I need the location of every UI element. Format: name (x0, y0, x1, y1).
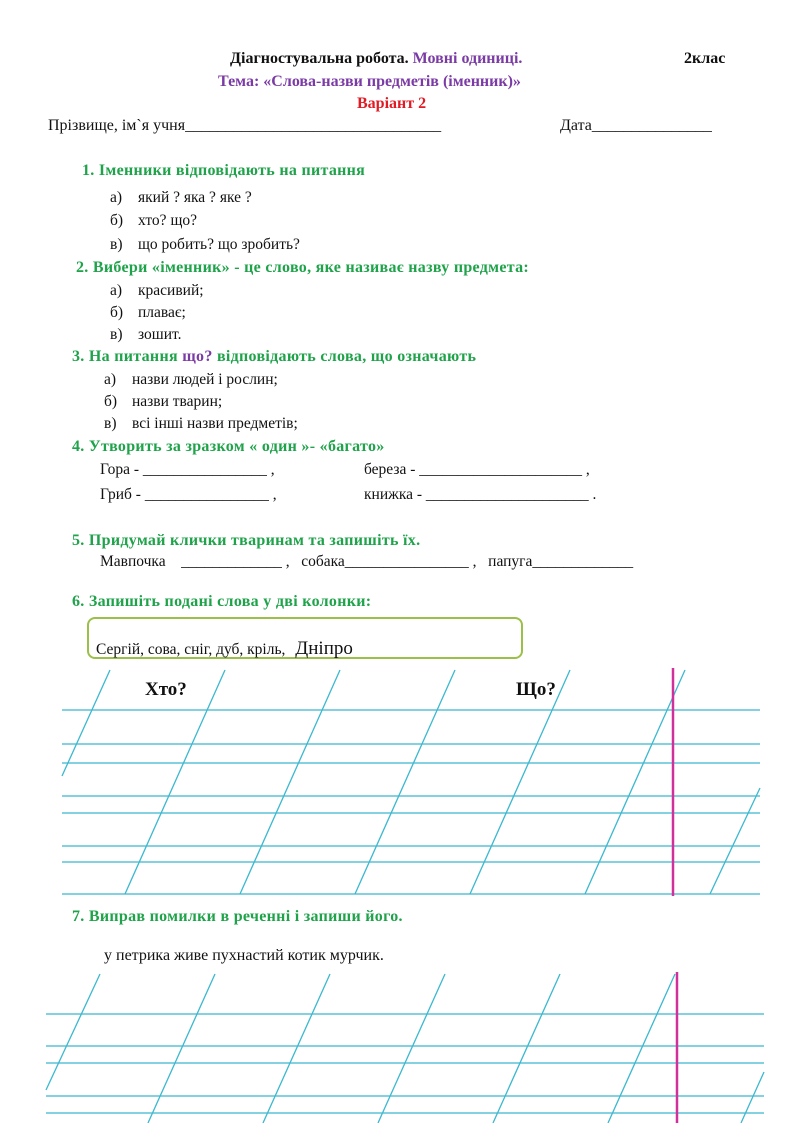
student-name-line[interactable] (48, 117, 441, 135)
q7-sentence: у петрика живе пухнастий котик мурчик. (104, 947, 384, 964)
q4-row1-left[interactable]: Гора - ________________ , (100, 461, 275, 478)
q1-option-a[interactable]: а) який ? яка ? яке ? (110, 189, 252, 206)
q1-title: 1. Іменники відповідають на питання (82, 162, 366, 179)
q3-option-a[interactable]: а) назви людей і рослин; (104, 371, 278, 388)
header-title: Діагностувальна робота. (230, 50, 409, 67)
student-name-label: Прізвище, ім`я учня (48, 117, 186, 134)
q6-column-what: Що? (516, 679, 556, 700)
header-subject: Мовні одиниці. (412, 50, 523, 67)
q2-title: 2. Вибери «іменник» - це слово, яке називає назву предмета: (76, 259, 530, 276)
q2-option-a[interactable]: а) красивий; (110, 282, 204, 299)
q7-ruled-area[interactable] (0, 972, 794, 1123)
topic: Тема: «Слова-назви предметів (іменник)» (218, 73, 521, 90)
variant: Варіант 2 (357, 95, 427, 112)
q5-title: 5. Придумай клички тваринам та запишіть їх. (72, 532, 421, 549)
q5-answer-line[interactable]: Мавпочка _____________ , собака________________ , папуга_____________ (100, 553, 634, 570)
q4-row2-right[interactable]: книжка - _____________________ . (364, 486, 597, 503)
q3-option-c[interactable]: в) всі інші назви предметів; (104, 415, 298, 432)
q1-option-c[interactable]: в) що робить? що зробить? (110, 236, 300, 253)
date-blank[interactable]: _______________ (591, 117, 712, 134)
student-name-blank[interactable]: ________________________________ (185, 117, 442, 134)
q4-row2-left[interactable]: Гриб - ________________ , (100, 486, 277, 503)
q7-title: 7. Виправ помилки в реченні і запиши його. (72, 908, 403, 925)
q6-word-list: Сергій, сова, сніг, дуб, кріль, (96, 641, 286, 658)
q3-title: 3. На питання що? відповідають слова, що означають (72, 348, 477, 365)
q6-title: 6. Запишіть подані слова у дві колонки: (72, 593, 372, 610)
q1-option-b[interactable]: б) хто? що? (110, 212, 198, 229)
header-title-line (230, 50, 522, 68)
date-label: Дата (560, 117, 592, 134)
q6-words (96, 638, 353, 660)
q3-highlight: що? (182, 348, 213, 365)
q4-row1-right[interactable]: береза - _____________________ , (364, 461, 590, 478)
q2-option-b[interactable]: б) плаває; (110, 304, 186, 321)
q2-option-c[interactable]: в) зошит. (110, 326, 182, 343)
q6-ruled-area[interactable] (0, 668, 794, 896)
q6-column-who: Хто? (145, 679, 187, 700)
q6-last-word: Дніпро (295, 638, 353, 659)
grade-label: 2клас (684, 50, 726, 67)
date-line[interactable] (560, 117, 712, 135)
q3-option-b[interactable]: б) назви тварин; (104, 393, 223, 410)
q4-title: 4. Утворить за зразком « один »- «багато» (72, 438, 385, 455)
